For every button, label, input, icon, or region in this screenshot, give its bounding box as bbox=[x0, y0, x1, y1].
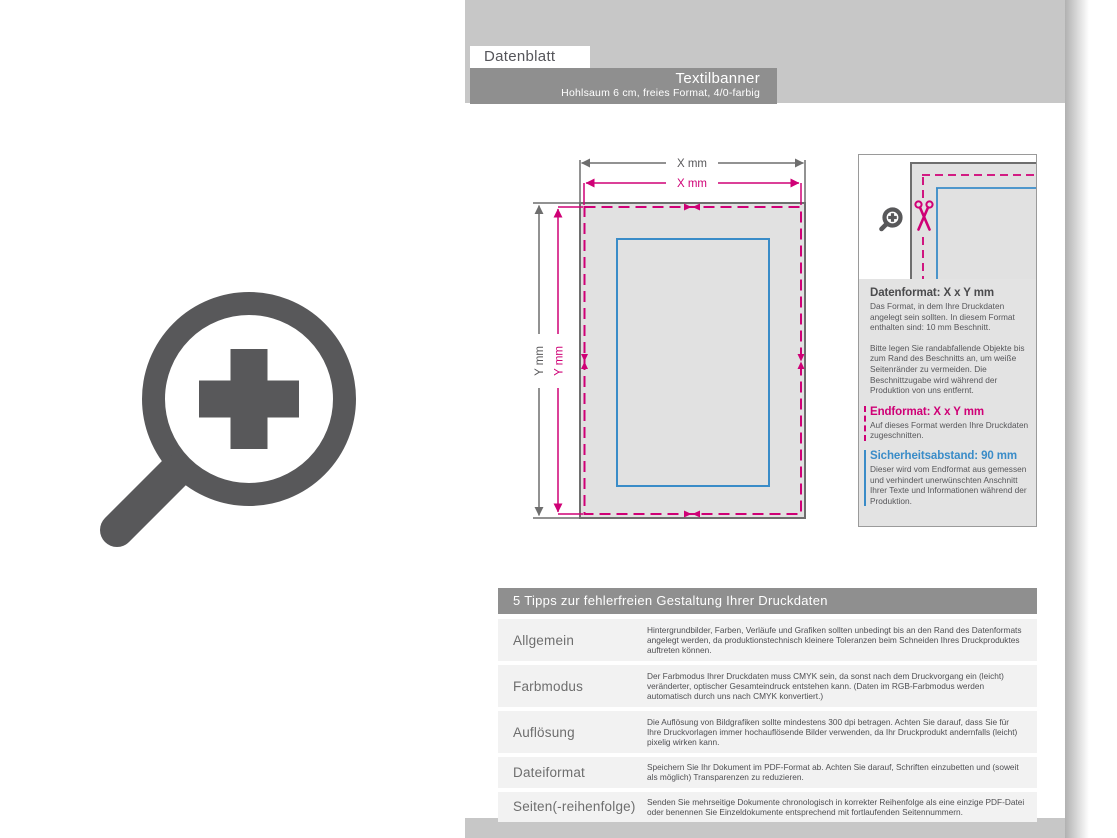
x-dimension-inner-label: X mm bbox=[676, 178, 708, 190]
page-edge-shadow bbox=[1065, 0, 1089, 838]
product-title: Textilbanner bbox=[675, 70, 760, 87]
product-title-bar bbox=[470, 68, 777, 104]
endformat-text: Auf dieses Format werden Ihre Druckdaten zugeschnitten. bbox=[870, 419, 1029, 441]
datenformat-text-2: Bitte legen Sie randabfallende Objekte bis zum Rand des Beschnitts an, um weiße Seitenränder zu vermeiden. Die Beschnittzugabe wird während der Produktion von uns entfernt. bbox=[870, 342, 1025, 396]
format-info-text bbox=[859, 279, 1036, 526]
table-row bbox=[498, 757, 1037, 788]
sicherheitsabstand-heading: Sicherheitsabstand: 90 mm bbox=[870, 449, 1018, 462]
row-label: Seiten(-reihenfolge) bbox=[513, 799, 636, 815]
zoom-plus-icon bbox=[95, 280, 365, 560]
format-info-panel bbox=[858, 154, 1037, 527]
section-datenformat bbox=[864, 287, 1029, 396]
datenblatt-label: Datenblatt bbox=[470, 46, 590, 68]
table-row bbox=[498, 665, 1037, 707]
dataformat-rect bbox=[580, 203, 805, 518]
product-subtitle: Hohlsaum 6 cm, freies Format, 4/0-farbig bbox=[561, 87, 760, 99]
row-label: Allgemein bbox=[513, 632, 575, 648]
section-endformat bbox=[864, 406, 1029, 441]
row-text: Der Farbmodus Ihrer Druckdaten muss CMYK sein, da sonst nach dem Druckvorgang ein (leicht) veränderter, optischer Gesamteindruck entstehen kann. (Daten im RGB-Farbmodus werden automatisch durch uns nach CMYK konvertiert.) bbox=[647, 670, 1004, 702]
row-label: Dateiformat bbox=[513, 764, 585, 780]
section-sicherheitsabstand bbox=[864, 450, 1029, 506]
datenformat-text-1: Das Format, in dem Ihre Druckdaten angelegt sein sollten. In diesem Format enthalten sind: 10 mm Beschnitt. bbox=[870, 301, 1015, 333]
row-text: Hintergrundbilder, Farben, Verläufe und Grafiken sollten unbedingt bis an den Rand des Datenformats angelegt werden, da produktionstechnisch kleinere Toleranzen beim Schneiden Ihres Druckproduktes auftreten können. bbox=[647, 624, 1022, 656]
table-row bbox=[498, 619, 1037, 661]
corner-detail-diagram bbox=[859, 155, 1036, 279]
mini-zoom-plus-icon bbox=[882, 210, 901, 230]
x-dimension-outer-label: X mm bbox=[676, 158, 708, 170]
tips-table-header: 5 Tipps zur fehlerfreien Gestaltung Ihrer Druckdaten bbox=[498, 588, 1037, 614]
row-label: Farbmodus bbox=[513, 678, 584, 694]
mini-page-area bbox=[911, 163, 1036, 279]
plus-vertical-bar bbox=[231, 349, 268, 449]
sicherheitsabstand-text: Dieser wird vom Endformat aus gemessen und verhindert unerwünschten Anschnitt Ihrer Texte und Informationen während der Produktion. bbox=[870, 463, 1027, 506]
row-text: Speichern Sie Ihr Dokument im PDF-Format ab. Achten Sie darauf, Schriften einzubetten und (soweit als möglich) Transparenzen zu reduzieren. bbox=[647, 762, 1019, 783]
row-text: Die Auflösung von Bildgrafiken sollte mindestens 300 dpi betragen. Achten Sie darauf, dass Sie für Ihre Druckvorlagen immer hochauflösende Bilder verwenden, da Ihr Druckprodukt andernfalls (leicht) pixelig wirken kann. bbox=[647, 716, 1018, 748]
y-dimension-outer-label: Y mm bbox=[534, 346, 546, 376]
tips-table bbox=[498, 619, 1037, 826]
row-label: Auflösung bbox=[513, 724, 575, 740]
endformat-heading: Endformat: X x Y mm bbox=[870, 405, 984, 418]
magnifier-handle bbox=[117, 472, 175, 530]
table-row bbox=[498, 711, 1037, 753]
row-text: Senden Sie mehrseitige Dokumente chronologisch in korrekter Reihenfolge als eine einzige PDF-Datei oder benennen Sie Einzeldokumente entsprechend mit fortlaufenden Seitennummern. bbox=[647, 796, 1025, 817]
table-row bbox=[498, 792, 1037, 823]
y-dimension-inner-label: Y mm bbox=[553, 346, 566, 376]
datenformat-heading: Datenformat: X x Y mm bbox=[870, 287, 995, 299]
format-diagram bbox=[525, 148, 817, 530]
